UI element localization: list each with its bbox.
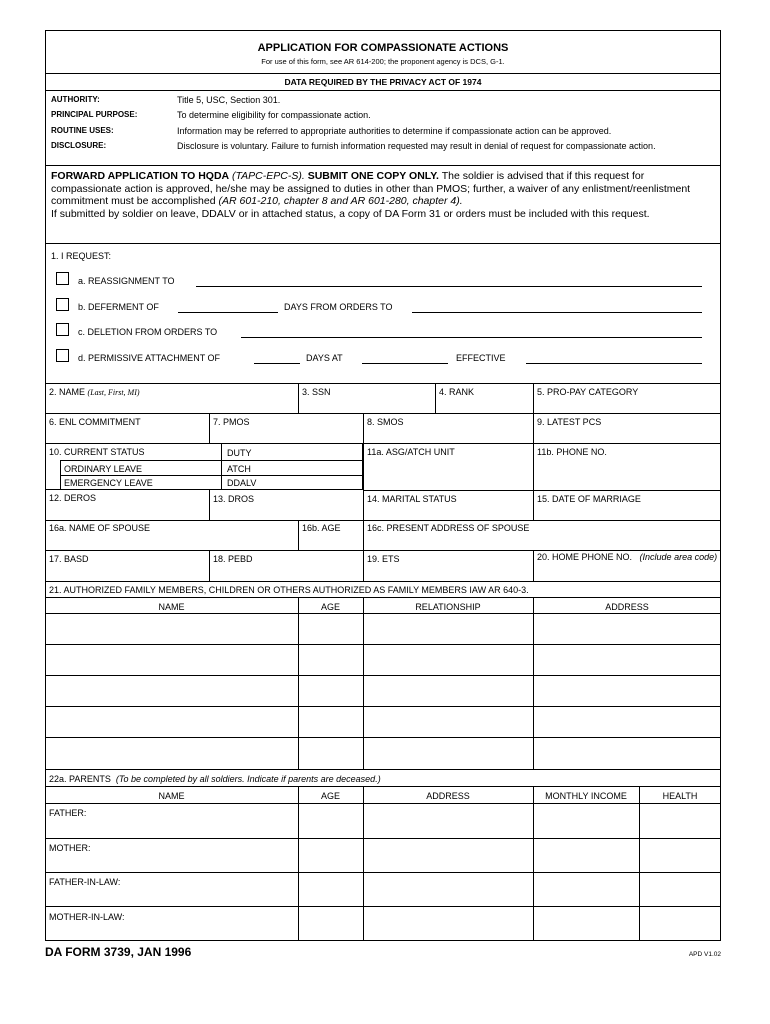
parents-heading-wrap xyxy=(49,774,381,784)
instructions xyxy=(51,170,716,220)
parents-col-age: AGE xyxy=(320,791,340,801)
family-col-address: ADDRESS xyxy=(605,602,649,612)
privacy-text-disclosure: Disclosure is voluntary. Failure to furnish information requested may result in denial of request for compassionate action. xyxy=(177,141,656,151)
privacy-label-disclosure: DISCLOSURE: xyxy=(51,141,107,150)
divider xyxy=(533,413,534,443)
parents-heading: 22a. PARENTS xyxy=(49,774,111,784)
ets-field[interactable]: 19. ETS xyxy=(367,554,400,564)
attachment-days-line[interactable] xyxy=(254,363,300,364)
status-duty[interactable]: DUTY xyxy=(227,448,252,458)
divider xyxy=(533,786,534,941)
privacy-text-routine: Information may be referred to appropriate authorities to determine if compassionate action can be approved. xyxy=(177,126,612,136)
divider xyxy=(60,460,363,461)
father-row[interactable]: FATHER: xyxy=(49,808,87,818)
home-phone-field[interactable] xyxy=(537,553,719,563)
parents-col-health: HEALTH xyxy=(662,791,698,801)
privacy-label-routine: ROUTINE USES: xyxy=(51,126,114,135)
divider xyxy=(209,413,210,443)
deletion-label: c. DELETION FROM ORDERS TO xyxy=(78,327,218,337)
attachment-effective-label: EFFECTIVE xyxy=(456,353,506,363)
reassignment-line[interactable] xyxy=(196,286,702,287)
divider xyxy=(45,243,721,244)
divider xyxy=(45,706,721,707)
marital-status-field[interactable]: 14. MARITAL STATUS xyxy=(367,494,457,504)
divider xyxy=(45,872,721,873)
divider xyxy=(45,803,721,804)
instructions-office: (TAPC-EPC-S). xyxy=(232,170,305,182)
deletion-checkbox[interactable] xyxy=(56,323,69,336)
pmos-field[interactable]: 7. PMOS xyxy=(213,417,250,427)
deferment-orders-label: DAYS FROM ORDERS TO xyxy=(284,302,393,312)
status-atch[interactable]: ATCH xyxy=(227,464,251,474)
divider xyxy=(45,613,721,614)
name-field-label[interactable] xyxy=(49,387,140,397)
form-version: APD V1.02 xyxy=(688,951,721,958)
divider xyxy=(363,520,364,550)
privacy-label-purpose: PRINCIPAL PURPOSE: xyxy=(51,110,138,119)
privacy-label-authority: AUTHORITY: xyxy=(51,95,100,104)
divider xyxy=(363,550,364,581)
parents-hint: (To be completed by all soldiers. Indicate if parents are deceased.) xyxy=(115,774,381,784)
spouse-name-field[interactable]: 16a. NAME OF SPOUSE xyxy=(49,523,151,533)
home-phone-hint: (Include area code) xyxy=(639,552,718,562)
divider xyxy=(298,597,299,769)
deferment-checkbox[interactable] xyxy=(56,298,69,311)
name-hint: (Last, First, MI) xyxy=(87,388,140,397)
deros-field[interactable]: 12. DEROS xyxy=(49,493,97,503)
instructions-ref: (AR 601-210, chapter 8 and AR 601-280, chapter 4). xyxy=(218,195,463,207)
divider xyxy=(363,786,364,941)
divider xyxy=(45,769,721,770)
divider xyxy=(363,597,364,769)
divider xyxy=(221,443,222,490)
form-id: DA FORM 3739, JAN 1996 xyxy=(45,945,192,959)
attachment-days-label: DAYS AT xyxy=(306,353,343,363)
privacy-text-authority: Title 5, USC, Section 301. xyxy=(177,95,281,105)
divider xyxy=(639,786,640,941)
status-emergency-leave[interactable]: EMERGENCY LEAVE xyxy=(64,478,153,488)
status-ddalv[interactable]: DDALV xyxy=(227,478,257,488)
status-ordinary-leave[interactable]: ORDINARY LEAVE xyxy=(64,464,143,474)
family-col-relationship: RELATIONSHIP xyxy=(415,602,481,612)
request-heading: 1. I REQUEST: xyxy=(51,251,112,261)
family-col-age: AGE xyxy=(320,602,340,612)
divider xyxy=(45,675,721,676)
family-col-name: NAME xyxy=(158,602,185,612)
privacy-text-purpose: To determine eligibility for compassionate action. xyxy=(177,110,371,120)
attachment-label: d. PERMISSIVE ATTACHMENT OF xyxy=(78,353,221,363)
attachment-at-line[interactable] xyxy=(362,363,448,364)
divider xyxy=(60,460,61,490)
asg-unit-field[interactable]: 11a. ASG/ATCH UNIT xyxy=(367,447,455,457)
parents-col-name: NAME xyxy=(158,791,185,801)
divider xyxy=(45,581,721,582)
instructions-lead: FORWARD APPLICATION TO HQDA xyxy=(51,170,230,182)
pebd-field[interactable]: 18. PEBD xyxy=(213,554,253,564)
divider xyxy=(45,597,721,598)
divider xyxy=(209,490,210,520)
propay-field[interactable]: 5. PRO-PAY CATEGORY xyxy=(537,387,639,397)
smos-field[interactable]: 8. SMOS xyxy=(367,417,404,427)
name-label: 2. NAME xyxy=(49,387,86,397)
latest-pcs-field[interactable]: 9. LATEST PCS xyxy=(537,417,602,427)
instructions-text: The soldier is advised that if this request for compassionate action is approved, he/she may be assigned to duties in other than PMOS; further, a waiver of any enlistment/reenlistment commitment must be accomplished xyxy=(51,170,691,207)
divider xyxy=(533,550,534,581)
divider xyxy=(45,165,721,166)
phone-field[interactable]: 11b. PHONE NO. xyxy=(537,447,607,457)
divider xyxy=(298,520,299,550)
instructions-copy: SUBMIT ONE COPY ONLY. xyxy=(307,170,439,182)
divider xyxy=(298,786,299,941)
privacy-heading: DATA REQUIRED BY THE PRIVACY ACT OF 1974 xyxy=(284,77,482,87)
divider xyxy=(533,443,534,520)
deletion-line[interactable] xyxy=(241,337,702,338)
deferment-days-line[interactable] xyxy=(178,312,278,313)
form-title: APPLICATION FOR COMPASSIONATE ACTIONS xyxy=(257,42,509,54)
mother-in-law-row[interactable]: MOTHER-IN-LAW: xyxy=(49,912,125,922)
divider xyxy=(60,475,363,476)
divider xyxy=(209,550,210,581)
family-heading: 21. AUTHORIZED FAMILY MEMBERS, CHILDREN OR OTHERS AUTHORIZED AS FAMILY MEMBERS IAW AR 640-3. xyxy=(49,585,529,595)
divider xyxy=(363,413,364,443)
divider xyxy=(45,520,721,521)
reassignment-label: a. REASSIGNMENT TO xyxy=(78,276,175,286)
divider xyxy=(45,550,721,551)
divider xyxy=(45,413,721,414)
divider xyxy=(298,383,299,413)
parents-col-address: ADDRESS xyxy=(426,791,470,801)
divider xyxy=(45,383,721,384)
spouse-address-field[interactable]: 16c. PRESENT ADDRESS OF SPOUSE xyxy=(367,523,530,533)
parents-col-income: MONTHLY INCOME xyxy=(545,791,627,801)
basd-field[interactable]: 17. BASD xyxy=(49,554,89,564)
reassignment-checkbox[interactable] xyxy=(56,272,69,285)
rank-field[interactable]: 4. RANK xyxy=(439,387,475,397)
spouse-age-field[interactable]: 16b. AGE xyxy=(302,523,341,533)
divider xyxy=(45,90,721,91)
ssn-field[interactable]: 3. SSN xyxy=(302,387,331,397)
divider xyxy=(45,73,721,74)
father-in-law-row[interactable]: FATHER-IN-LAW: xyxy=(49,877,121,887)
instructions-line2: If submitted by soldier on leave, DDALV or in attached status, a copy of DA Form 31 or orders must be included with this request. xyxy=(51,207,650,220)
current-status-label: 10. CURRENT STATUS xyxy=(49,447,145,457)
marriage-date-field[interactable]: 15. DATE OF MARRIAGE xyxy=(537,494,641,504)
divider xyxy=(533,383,534,413)
dros-field[interactable]: 13. DROS xyxy=(213,494,255,504)
divider xyxy=(45,838,721,839)
form-subtitle: For use of this form, see AR 614-200; the proponent agency is DCS, G-1. xyxy=(261,57,505,66)
attachment-checkbox[interactable] xyxy=(56,349,69,362)
home-phone-label: 20. HOME PHONE NO. xyxy=(537,552,633,562)
deferment-orders-line[interactable] xyxy=(412,312,702,313)
divider xyxy=(363,443,364,520)
divider xyxy=(363,490,721,491)
divider xyxy=(45,786,721,787)
divider xyxy=(45,906,721,907)
divider xyxy=(533,597,534,769)
divider xyxy=(45,644,721,645)
deferment-label: b. DEFERMENT OF xyxy=(78,302,159,312)
attachment-effective-line[interactable] xyxy=(526,363,702,364)
divider xyxy=(435,383,436,413)
divider xyxy=(45,737,721,738)
enl-commitment-field[interactable]: 6. ENL COMMITMENT xyxy=(49,417,141,427)
mother-row[interactable]: MOTHER: xyxy=(49,843,91,853)
